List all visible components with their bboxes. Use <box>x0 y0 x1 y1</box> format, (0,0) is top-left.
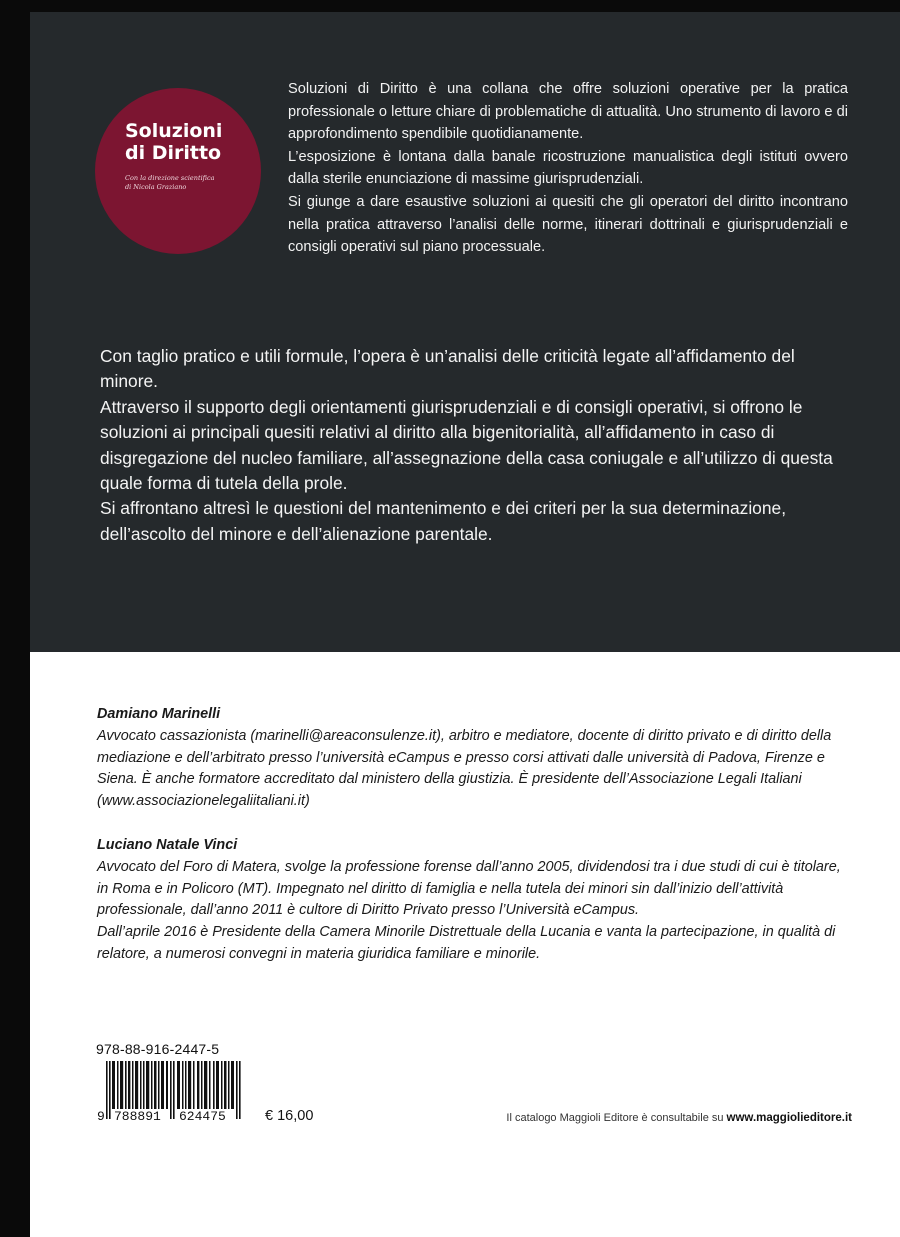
isbn-label: 978-88-916-2447-5 <box>96 1041 220 1057</box>
barcode-digit-right-group: 624475 <box>179 1109 226 1124</box>
catalog-url: www.maggiolieditore.it <box>726 1112 852 1124</box>
series-badge-title-line2: di Diritto <box>125 142 222 164</box>
catalog-text: Il catalogo Maggioli Editore è consultabile su <box>506 1112 727 1124</box>
series-description-paragraph: Soluzioni di Diritto è una collana che offre soluzioni operative per la pratica professionale o letture chiare di problematiche di attualità. Uno strumento di lavoro e di approfondimento spendibile quotidianamente. <box>288 81 848 143</box>
series-description <box>288 78 848 259</box>
author-name: Damiano Marinelli <box>97 706 221 722</box>
series-badge-title <box>125 120 222 164</box>
author-entry <box>97 835 854 966</box>
author-bio-paragraph: Dall’aprile 2016 è Presidente della Camera Minorile Distrettuale della Lucania e vanta la partecipazione, in qualità di relatore, a numerosi convegni in materia giuridica familiare e minorile. <box>97 924 836 962</box>
series-badge-title-line1: Soluzioni <box>125 120 223 142</box>
author-bio <box>97 726 854 813</box>
book-description-paragraph: Con taglio pratico e utili formule, l’opera è un’analisi delle criticità legate all’affidamento del minore. <box>100 346 795 392</box>
dark-upper-panel <box>30 12 900 652</box>
back-cover <box>30 12 900 1237</box>
barcode-digit-first: 9 <box>97 1109 105 1124</box>
author-entry <box>97 704 854 813</box>
catalog-note <box>506 1112 852 1124</box>
author-bio <box>97 857 854 966</box>
series-badge-subtitle-line2: di Nicola Graziano <box>125 183 187 191</box>
book-description-paragraph: Si affrontano altresì le questioni del mantenimento e dei criteri per la sua determinazione, dell’ascolto del minore e dell’alienazione parentale. <box>100 498 787 544</box>
series-description-paragraph: L’esposizione è lontana dalla banale ricostruzione manualistica degli istituti ovvero dalla sterile enunciazione di massime giurisprudenziali. <box>288 148 848 188</box>
author-bio-paragraph: Avvocato cassazionista (marinelli@areaconsulenze.it), arbitro e mediatore, docente di diritto privato e di diritto della mediazione e dell’arbitrato presso l’università eCampus e presso corsi attivati dalle università di Padova, Firenze e Siena. È anche formatore accreditato dal ministero della giustizia. È presidente dell’Associazione Legali Italiani (www.associazionelegaliitaliani.it) <box>97 727 832 810</box>
series-badge <box>95 88 261 254</box>
series-description-paragraph: Si giunge a dare esaustive soluzioni ai quesiti che gli operatori del diritto incontrano nella pratica attraverso l’analisi delle norme, itinerari dottrinali e giurisprudenziali e consigli operativi sul piano processuale. <box>288 193 848 256</box>
price-label: € 16,00 <box>265 1108 314 1124</box>
authors-section <box>97 704 854 988</box>
series-badge-subtitle <box>125 174 235 192</box>
book-description <box>100 344 854 547</box>
author-bio-paragraph: Avvocato del Foro di Matera, svolge la professione forense dall’anno 2005, dividendosi tra i due studi di cui è titolare, in Roma e in Policoro (MT). Impegnato nel diritto di famiglia e nella tutela dei minori sin dall’inizio dell’attività professionale, dall’anno 2011 è cultore di Diritto Privato presso l’Università eCampus. <box>97 858 841 919</box>
barcode-digit-left-group: 788891 <box>114 1109 161 1124</box>
author-name: Luciano Natale Vinci <box>97 836 238 853</box>
series-badge-subtitle-line1: Con la direzione scientifica <box>125 174 215 182</box>
book-description-paragraph: Attraverso il supporto degli orientamenti giurisprudenziali e di consigli operativi, si offrono le soluzioni ai principali quesiti relativi al diritto alla bigenitorialità, all’affidamento in caso di disgregazione del nucleo familiare, all’assegnazione della casa coniugale e all’utilizzo di questa quale forma di tutela della prole. <box>100 396 833 494</box>
